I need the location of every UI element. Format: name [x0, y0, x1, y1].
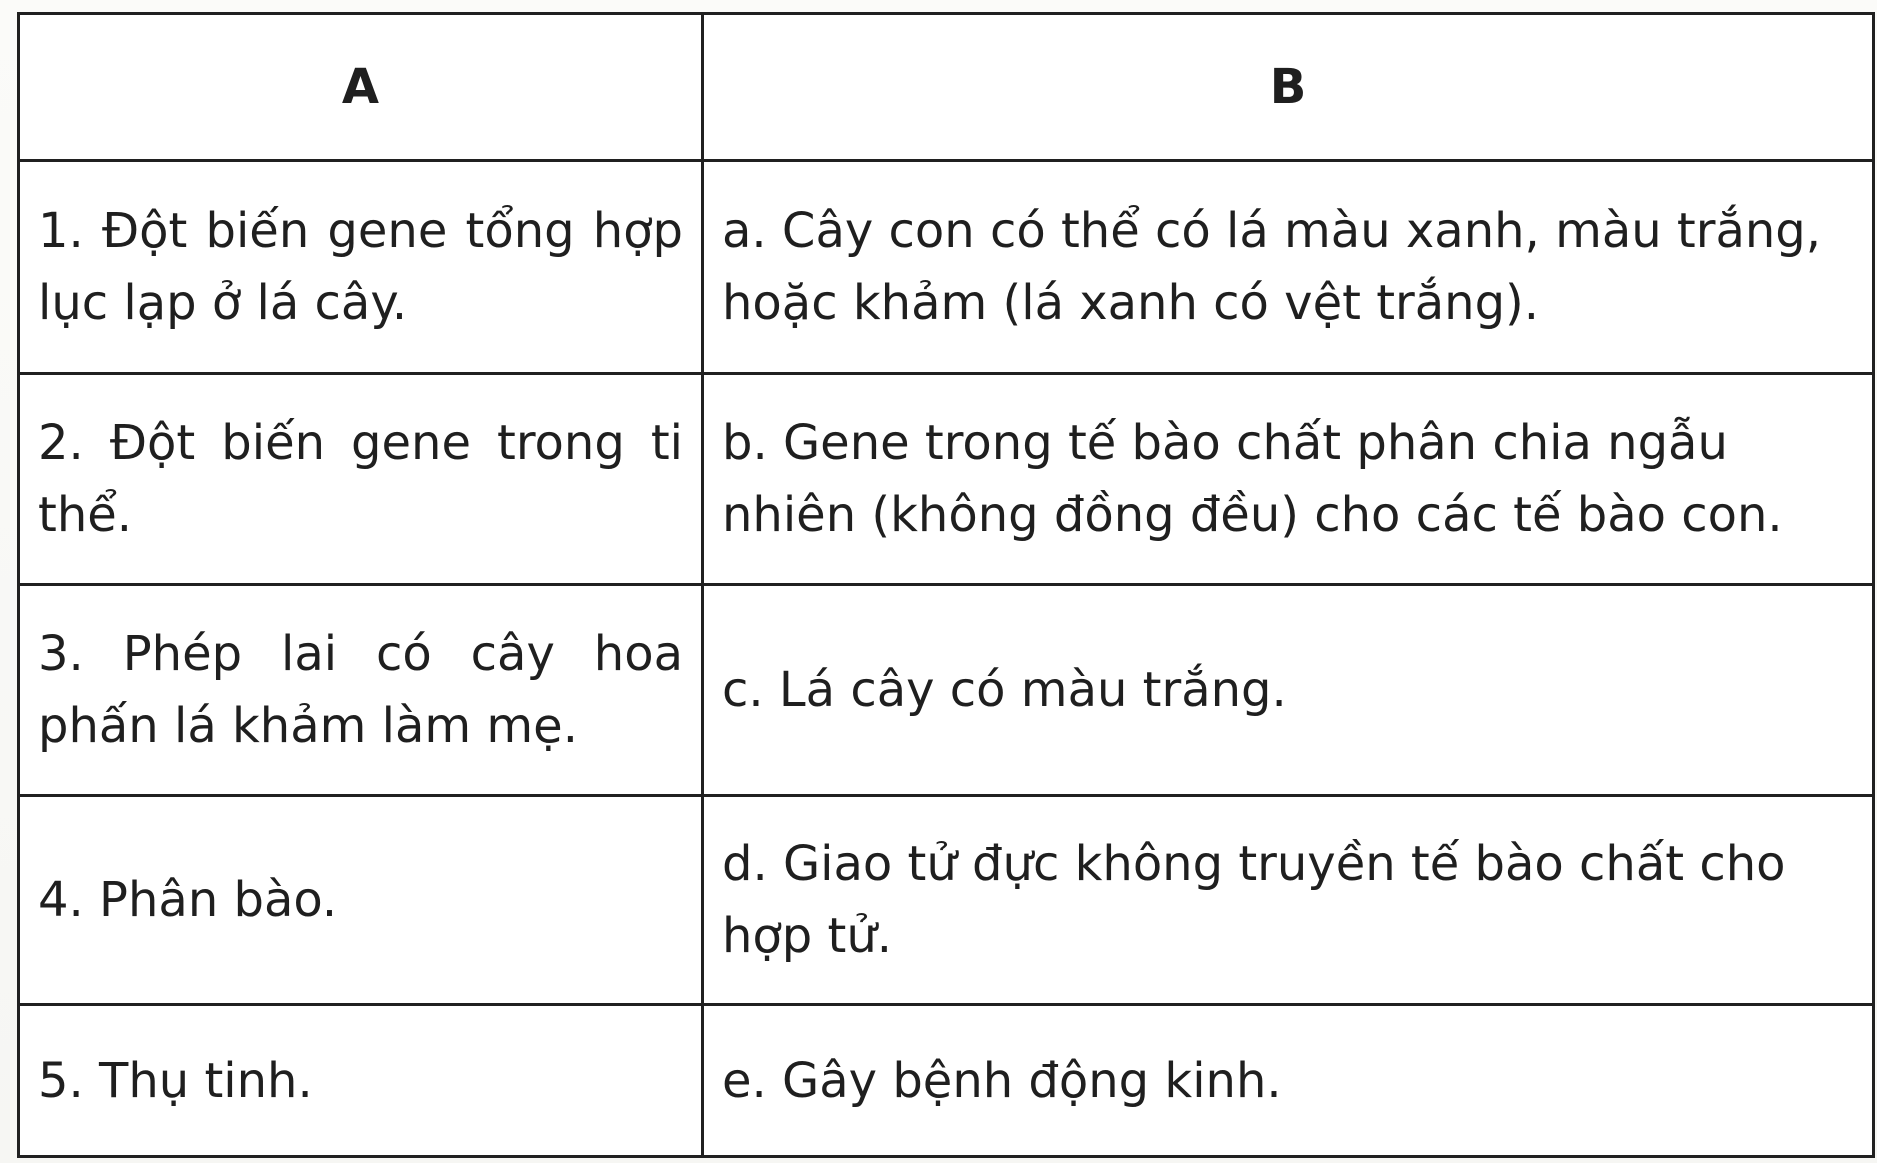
column-b-cell: c. Lá cây có màu trắng.: [703, 585, 1874, 796]
column-a-cell: 5. Thụ tinh.: [19, 1005, 703, 1157]
table-header-row: [19, 14, 1874, 161]
column-b-cell: b. Gene trong tế bào chất phân chia ngẫu nhiên (không đồng đều) cho các tế bào con.: [703, 374, 1874, 585]
column-a-header: A: [19, 14, 703, 161]
column-a-cell: 4. Phân bào.: [19, 796, 703, 1005]
column-a-cell: 2. Đột biến gene trong ti thể.: [19, 374, 703, 585]
table-row: [19, 374, 1874, 585]
table-row: [19, 1005, 1874, 1157]
column-a-cell: 3. Phép lai có cây hoa phấn lá khảm làm mẹ.: [19, 585, 703, 796]
table-row: [19, 796, 1874, 1005]
table-row: [19, 585, 1874, 796]
column-b-cell: e. Gây bệnh động kinh.: [703, 1005, 1874, 1157]
column-b-cell: d. Giao tử đực không truyền tế bào chất cho hợp tử.: [703, 796, 1874, 1005]
column-a-cell: 1. Đột biến gene tổng hợp lục lạp ở lá cây.: [19, 161, 703, 374]
column-b-header: B: [703, 14, 1874, 161]
table-row: [19, 161, 1874, 374]
matching-table: [17, 12, 1875, 1158]
column-b-cell: a. Cây con có thể có lá màu xanh, màu trắng, hoặc khảm (lá xanh có vệt trắng).: [703, 161, 1874, 374]
